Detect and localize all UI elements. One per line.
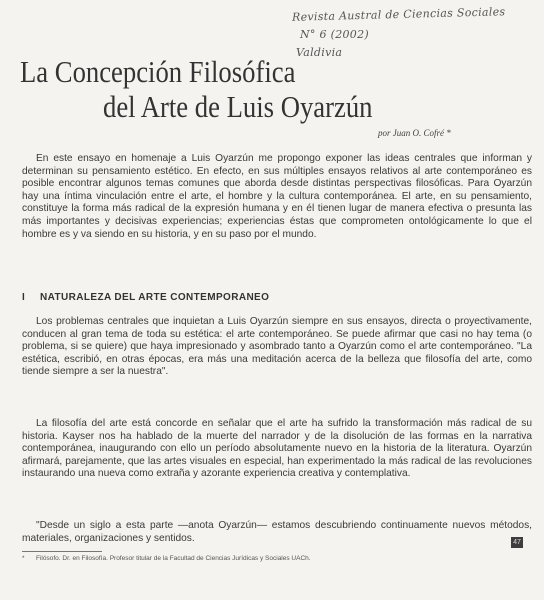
body-paragraph: La filosofía del arte está concorde en señalar que el arte ha sufrido la transformación más radical de su historia. Kayser nos ha hablado de la muerte del narrador y de la disolución de las formas en la narrativa contemporánea, inaugurando con ello un período absolutamente nuevo en la historia de la literatura. Oyarzún afirmará, parejamente, que las artes visuales en especial, han experimentado la más radical de las revoluciones instaurando una nueva como extraña y azorante experiencia creativa y contemplativa. [22, 418, 532, 480]
intro-paragraph: En este ensayo en homenaje a Luis Oyarzún me propongo exponer las ideas centrales que informan y determinan su pensamiento estético. En efecto, en sus múltiples ensayos relativos al arte contemporáneo es posible encontrar algunos temas comunes que aborda desde distintas perspectivas filosóficas. Para Oyarzún hay una íntima vinculación entre el arte, el hombre y la cultura contemporánea. El arte, en su pensamiento, constituye la forma más radical de la expresión humana y en él tienen lugar de manera efectiva o presunta las más importantes y decisivas experiencias; experiencias éstas que comprometen ontológicamente lo que el hombre es y va siendo en su historia, y en su paso por el mundo. [22, 153, 532, 240]
footnote-mark: * [22, 555, 25, 562]
footnote-divider [22, 551, 102, 552]
page-number: 47 [511, 537, 523, 548]
author-byline: por Juan O. Cofré * [378, 128, 451, 138]
handwritten-note-line: Valdivia [296, 46, 343, 59]
footnote-text: Filósofo. Dr. en Filosofía. Profesor titular de la Facultad de Ciencias Jurídicas y Sociales UACh. [36, 555, 311, 562]
handwritten-note-line: N° 6 (2002) [300, 28, 369, 41]
footnote [22, 555, 311, 562]
section-title: NATURALEZA DEL ARTE CONTEMPORANEO [40, 292, 270, 303]
article-title-line: La Concepción Filosófica [20, 54, 296, 89]
section-heading [22, 292, 269, 303]
article-title-line: del Arte de Luis Oyarzún [103, 89, 373, 124]
body-paragraph: Los problemas centrales que inquietan a Luis Oyarzún siempre en sus ensayos, directa o proyectivamente, conducen al gran tema de toda su estética: el arte contemporáneo. Se puede afirmar que casi no hay tema (o problema, si se quiere) que haya impresionado y asombrado tanto a Oyarzún como el arte contemporáneo. "La estética, escribió, en otras épocas, era más una meditación acerca de la belleza que filosofía del arte, como tiende siempre a ser la nuestra". [22, 316, 532, 378]
handwritten-note-line: Revista Austral de Ciencias Sociales [291, 5, 506, 24]
body-paragraph: "Desde un siglo a esta parte —anota Oyarzún— estamos descubriendo continuamente nuevos métodos, materiales, organizaciones y sentidos. [22, 520, 532, 544]
section-number: I [22, 292, 26, 303]
